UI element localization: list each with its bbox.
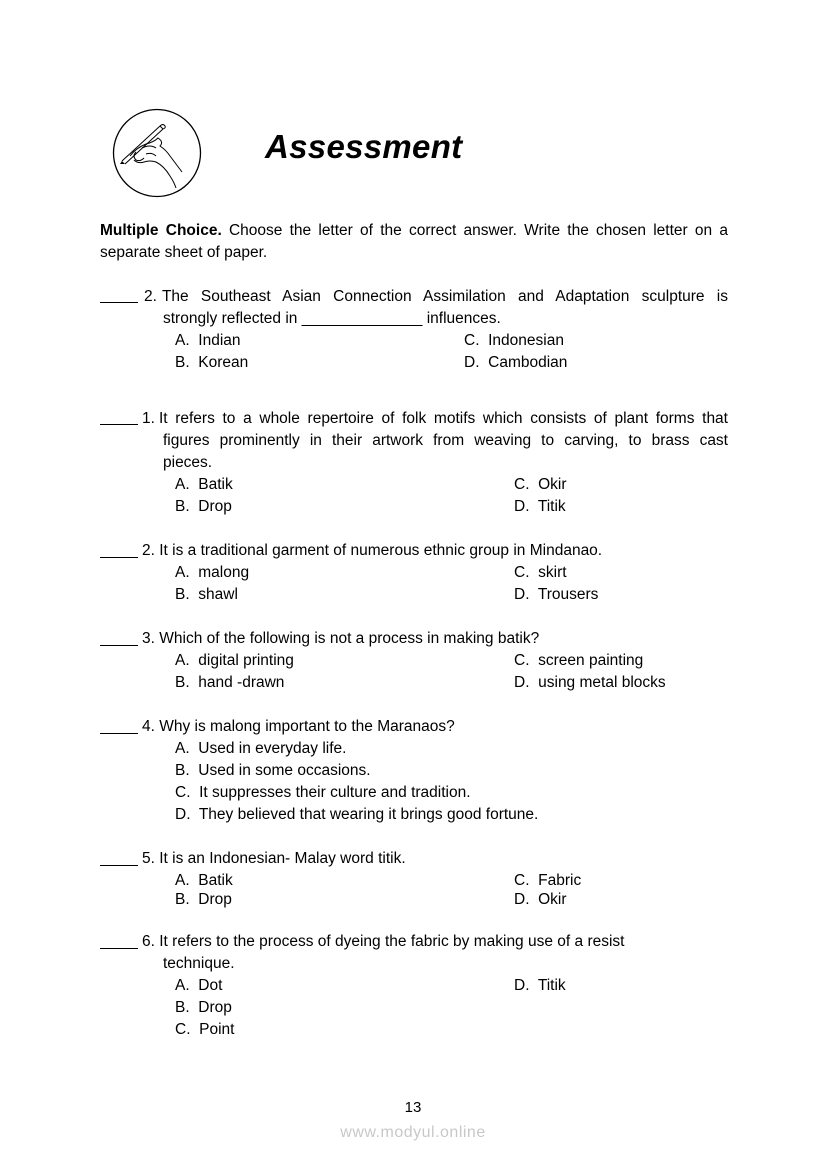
question-text: Why is malong important to the Maranaos? (159, 718, 455, 735)
question-item (100, 848, 728, 908)
option-a: A. digital printing (175, 652, 294, 669)
option-b: B. Drop (175, 498, 232, 515)
question-text: The Southeast Asian Connection Assimilation and Adaptation sculpture is (161, 288, 728, 305)
option-d: D. using metal blocks (514, 674, 666, 691)
option-c-text: Point (199, 1021, 235, 1038)
question-text: It is an Indonesian- Malay word titik. (159, 850, 406, 867)
option-d-text: They believed that wearing it brings good fortune. (198, 806, 539, 823)
option-d: D. They believed that wearing it brings good fortune. (175, 806, 539, 823)
question-number: 5. (142, 850, 155, 867)
option-c: C. It suppresses their culture and tradition. (175, 784, 471, 801)
option-a-text: digital printing (198, 652, 294, 669)
instructions-text: Choose the letter of the correct answer. Write the chosen letter on a separate sheet of paper. (100, 222, 728, 261)
answer-blank[interactable] (100, 408, 138, 425)
option-d-text: using metal blocks (538, 674, 666, 691)
option-b: B. Korean (175, 354, 249, 371)
answer-blank[interactable] (100, 541, 138, 558)
option-c: C. skirt (514, 564, 567, 581)
page-number: 13 (404, 1099, 422, 1116)
question-item (100, 628, 728, 691)
question-stem (100, 286, 728, 308)
option-c-text: It suppresses their culture and tradition. (199, 784, 471, 801)
question-text: strongly reflected in ______________ influences. (163, 310, 501, 327)
option-c: C. Okir (514, 476, 567, 493)
answer-blank[interactable] (100, 286, 138, 303)
option-b: B. Drop (175, 999, 232, 1016)
instructions-label: Multiple Choice. (100, 222, 222, 239)
question-text: It refers to the process of dyeing the fabric by making use of a resist (159, 933, 625, 950)
question-stem (100, 716, 728, 738)
option-c-text: Okir (538, 476, 567, 493)
answer-blank[interactable] (100, 849, 138, 866)
question-stem (100, 408, 728, 430)
option-b-text: Drop (198, 999, 232, 1016)
answer-blank[interactable] (100, 932, 138, 949)
option-b-text: hand -drawn (198, 674, 285, 691)
option-a-text: Used in everyday life. (198, 740, 347, 757)
question-number: 6. (142, 933, 155, 950)
question-stem (100, 540, 728, 562)
page-title: Assessment (265, 128, 463, 165)
option-a: A. Dot (175, 977, 223, 994)
option-d: D. Trousers (514, 586, 599, 603)
option-b-text: Drop (198, 891, 232, 908)
option-c: C. Point (175, 1021, 235, 1038)
option-a-text: Indian (198, 332, 241, 349)
option-b: B. Used in some occasions. (175, 762, 371, 779)
option-a-text: Batik (198, 872, 233, 889)
option-c-text: skirt (538, 564, 567, 581)
question-text: It refers to a whole repertoire of folk motifs which consists of plant forms that (158, 410, 728, 427)
question-stem (100, 628, 728, 650)
option-c-text: Indonesian (488, 332, 564, 349)
question-text: pieces. (163, 454, 213, 471)
question-text: Which of the following is not a process in making batik? (159, 630, 540, 647)
option-b: B. hand -drawn (175, 674, 285, 691)
option-d-text: Trousers (537, 586, 599, 603)
question-number: 2. (142, 542, 155, 559)
option-a-text: malong (198, 564, 250, 581)
instructions (100, 220, 728, 264)
answer-blank[interactable] (100, 629, 138, 646)
option-d-text: Okir (538, 891, 567, 908)
question-text: technique. (163, 955, 235, 972)
answer-blank[interactable] (100, 717, 138, 734)
option-a: A. Batik (175, 476, 233, 493)
option-d: D. Okir (514, 891, 567, 908)
option-c: C. screen painting (514, 652, 644, 669)
option-b-text: shawl (198, 586, 238, 603)
hand-writing-pencil-icon (112, 108, 202, 198)
question-item (100, 408, 728, 515)
option-a: A. malong (175, 564, 250, 581)
question-item (100, 286, 728, 371)
option-b: B. shawl (175, 586, 238, 603)
option-a-text: Batik (198, 476, 233, 493)
watermark: www.modyul.online (340, 1124, 486, 1141)
option-c-text: screen painting (538, 652, 644, 669)
question-stem (100, 848, 728, 870)
question-text: figures prominently in their artwork from weaving to carving, to brass cast (163, 432, 728, 449)
option-c-text: Fabric (538, 872, 582, 889)
option-c: C. Indonesian (464, 332, 564, 349)
question-number: 4. (142, 718, 155, 735)
option-b-text: Drop (198, 498, 232, 515)
option-d-text: Cambodian (488, 354, 568, 371)
question-number: 2. (144, 288, 157, 305)
option-d: D. Titik (514, 498, 566, 515)
question-item (100, 540, 728, 603)
option-b-text: Used in some occasions. (198, 762, 371, 779)
option-a: A. Indian (175, 332, 241, 349)
question-stem (100, 931, 728, 953)
option-d-text: Titik (537, 498, 566, 515)
option-d: D. Titik (514, 977, 566, 994)
question-item (100, 931, 728, 1038)
question-number: 3. (142, 630, 155, 647)
option-a-text: Dot (198, 977, 223, 994)
option-a: A. Used in everyday life. (175, 740, 347, 757)
option-d: D. Cambodian (464, 354, 568, 371)
option-a: A. Batik (175, 872, 233, 889)
option-b: B. Drop (175, 891, 232, 908)
option-c: C. Fabric (514, 872, 582, 889)
option-b-text: Korean (198, 354, 249, 371)
question-number: 1. (142, 410, 155, 427)
question-text: It is a traditional garment of numerous ethnic group in Mindanao. (159, 542, 603, 559)
option-d-text: Titik (537, 977, 566, 994)
question-item (100, 716, 728, 823)
